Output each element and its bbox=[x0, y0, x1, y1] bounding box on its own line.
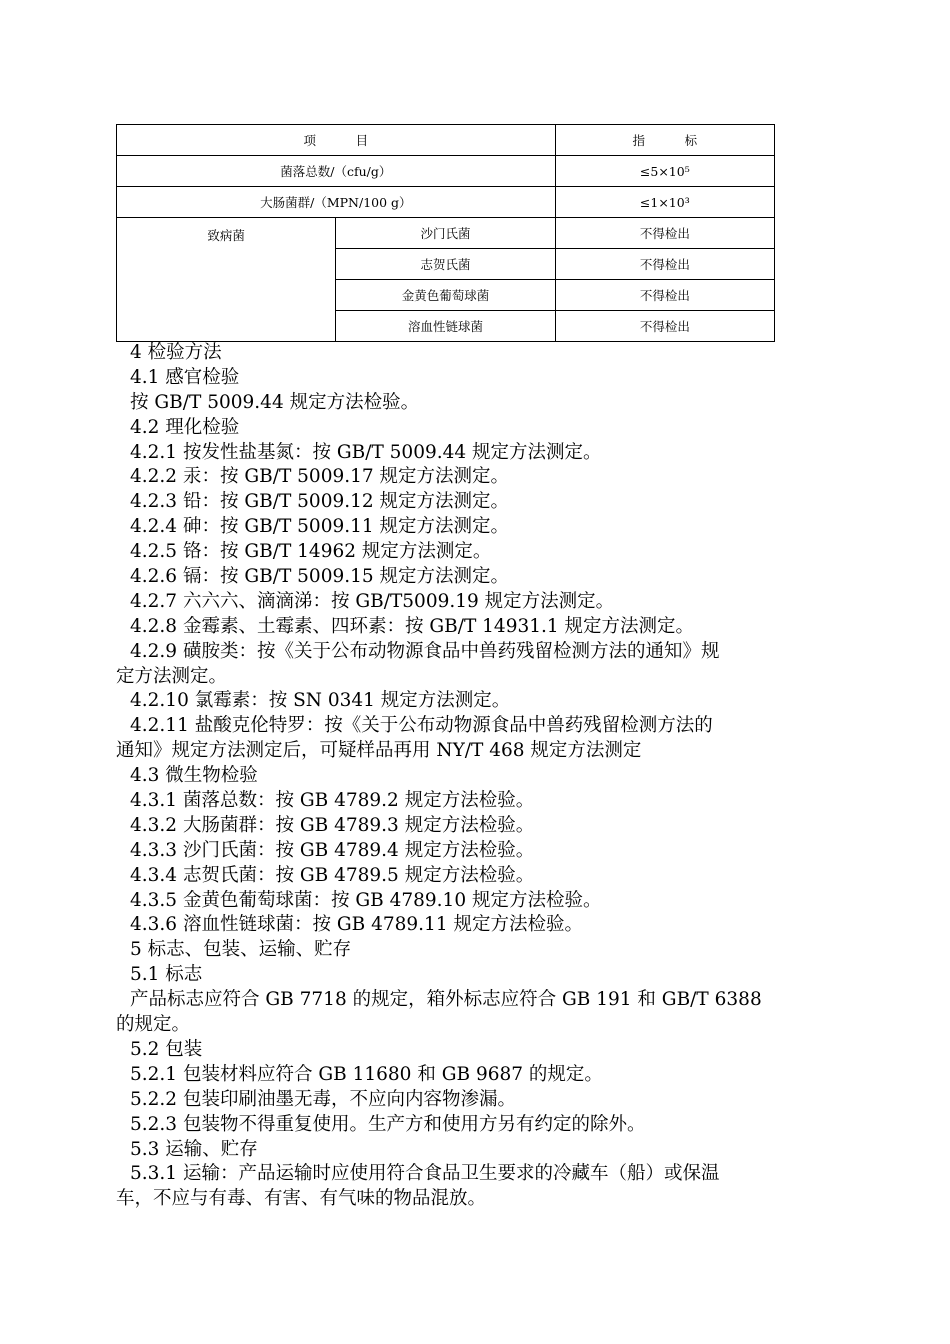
clause-line: 5.2.1 包装材料应符合 GB 11680 和 GB 9687 的规定。 bbox=[130, 1063, 603, 1085]
paragraph-continuation: 的规定。 bbox=[116, 1014, 191, 1036]
table-header-row bbox=[117, 125, 775, 156]
pathogen-name: 金黄色葡萄球菌 bbox=[336, 280, 555, 311]
clause-line: 4.2.8 金霉素、土霉素、四环素：按 GB/T 14931.1 规定方法测定。 bbox=[130, 615, 695, 637]
row-value: ≤1×10³ bbox=[555, 187, 774, 218]
paragraph-line: 产品标志应符合 GB 7718 的规定，箱外标志应符合 GB 191 和 GB/T 6388 bbox=[130, 989, 762, 1011]
clause-line: 4.3.4 志贺氏菌：按 GB 4789.5 规定方法检验。 bbox=[130, 864, 535, 886]
subsection-heading: 4.3 微生物检验 bbox=[130, 765, 258, 787]
microbial-limits-table bbox=[116, 124, 775, 342]
clause-continuation: 车，不应与有毒、有害、有气味的物品混放。 bbox=[116, 1188, 487, 1210]
body-text bbox=[116, 341, 836, 1212]
subsection-heading: 4.1 感官检验 bbox=[130, 366, 240, 388]
header-item: 项 目 bbox=[117, 125, 556, 156]
paragraph-line: 按 GB/T 5009.44 规定方法检验。 bbox=[130, 391, 420, 413]
table-row bbox=[117, 187, 775, 218]
header-value: 指 标 bbox=[555, 125, 774, 156]
clause-line: 4.3.2 大肠菌群：按 GB 4789.3 规定方法检验。 bbox=[130, 814, 535, 836]
clause-line: 4.3.6 溶血性链球菌：按 GB 4789.11 规定方法检验。 bbox=[130, 914, 583, 936]
pathogen-value: 不得检出 bbox=[555, 280, 774, 311]
clause-line: 4.2.5 铬：按 GB/T 14962 规定方法测定。 bbox=[130, 541, 492, 563]
clause-continuation: 定方法测定。 bbox=[116, 665, 228, 687]
subsection-heading: 5.3 运输、贮存 bbox=[130, 1138, 258, 1160]
pathogen-value: 不得检出 bbox=[555, 249, 774, 280]
pathogen-value: 不得检出 bbox=[555, 311, 774, 342]
clause-line: 4.3.5 金黄色葡萄球菌：按 GB 4789.10 规定方法检验。 bbox=[130, 889, 602, 911]
row-item: 菌落总数/（cfu/g） bbox=[117, 156, 556, 187]
subsection-heading: 5.1 标志 bbox=[130, 964, 203, 986]
pathogen-name: 溶血性链球菌 bbox=[336, 311, 555, 342]
clause-line: 4.2.9 磺胺类：按《关于公布动物源食品中兽药残留检测方法的通知》规 bbox=[130, 640, 720, 662]
subsection-heading: 4.2 理化检验 bbox=[130, 416, 240, 438]
pathogen-group-label: 致病菌 bbox=[117, 218, 336, 342]
clause-continuation: 通知》规定方法测定后，可疑样品再用 NY/T 468 规定方法测定 bbox=[116, 740, 642, 762]
clause-line: 4.2.7 六六六、滴滴涕：按 GB/T5009.19 规定方法测定。 bbox=[130, 590, 615, 612]
subsection-heading: 5.2 包装 bbox=[130, 1038, 203, 1060]
row-item: 大肠菌群/（MPN/100 g） bbox=[117, 187, 556, 218]
clause-line: 4.2.3 铅：按 GB/T 5009.12 规定方法测定。 bbox=[130, 491, 510, 513]
section-heading: 4 检验方法 bbox=[130, 342, 222, 363]
clause-line: 4.2.1 按发性盐基氮：按 GB/T 5009.44 规定方法测定。 bbox=[130, 441, 602, 463]
section-heading: 5 标志、包装、运输、贮存 bbox=[130, 939, 352, 961]
clause-line: 4.3.1 菌落总数：按 GB 4789.2 规定方法检验。 bbox=[130, 790, 535, 812]
clause-line: 4.2.11 盐酸克伦特罗：按《关于公布动物源食品中兽药残留检测方法的 bbox=[130, 715, 713, 737]
clause-line: 4.2.6 镉：按 GB/T 5009.15 规定方法测定。 bbox=[130, 566, 510, 588]
clause-line: 4.2.4 砷：按 GB/T 5009.11 规定方法测定。 bbox=[130, 516, 510, 538]
clause-line: 4.3.3 沙门氏菌：按 GB 4789.4 规定方法检验。 bbox=[130, 839, 535, 861]
clause-line: 5.3.1 运输：产品运输时应使用符合食品卫生要求的冷藏车（船）或保温 bbox=[130, 1163, 720, 1185]
table-row bbox=[117, 156, 775, 187]
table-row bbox=[117, 218, 775, 249]
clause-line: 4.2.2 汞：按 GB/T 5009.17 规定方法测定。 bbox=[130, 466, 510, 488]
pathogen-name: 沙门氏菌 bbox=[336, 218, 555, 249]
clause-line: 5.2.2 包装印刷油墨无毒，不应向内容物渗漏。 bbox=[130, 1088, 516, 1110]
pathogen-value: 不得检出 bbox=[555, 218, 774, 249]
clause-line: 5.2.3 包装物不得重复使用。生产方和使用方另有约定的除外。 bbox=[130, 1113, 646, 1135]
clause-line: 4.2.10 氯霉素：按 SN 0341 规定方法测定。 bbox=[130, 690, 511, 712]
pathogen-name: 志贺氏菌 bbox=[336, 249, 555, 280]
row-value: ≤5×10⁵ bbox=[555, 156, 774, 187]
